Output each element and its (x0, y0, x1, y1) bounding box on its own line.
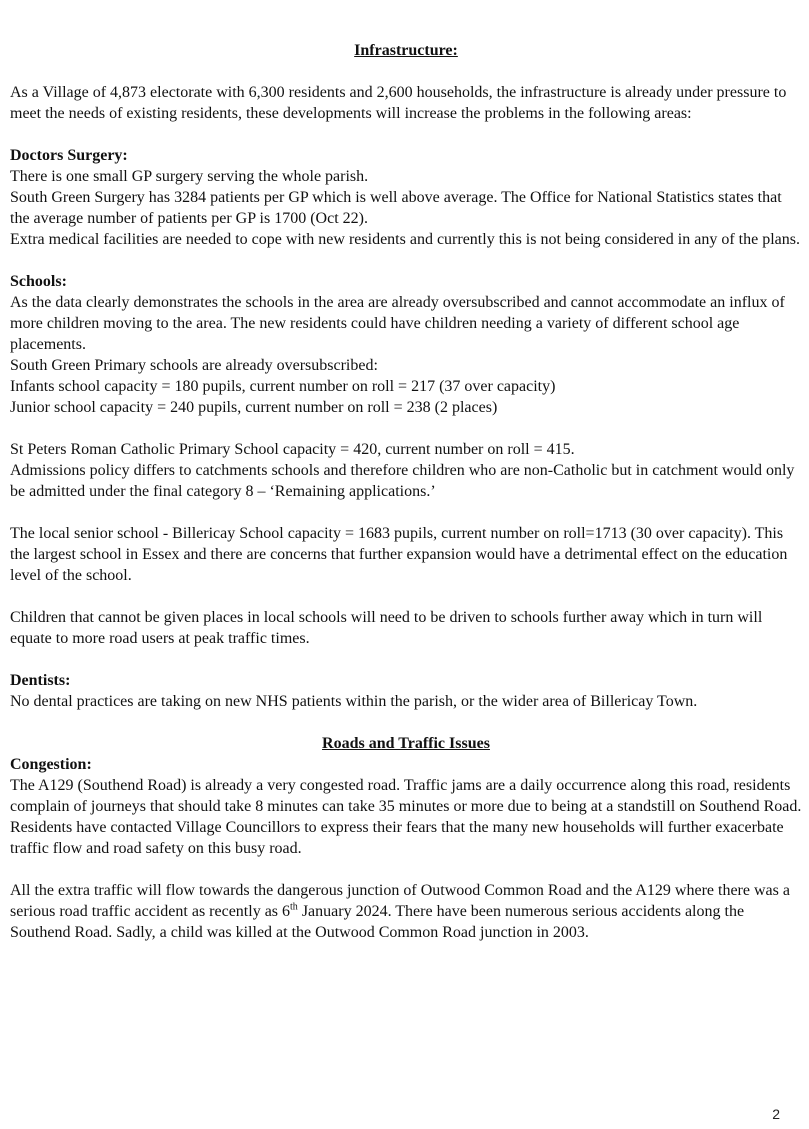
doctors-line-3: Extra medical facilities are needed to cope with new residents and currently this is not being considered in any of the plans. (10, 231, 800, 248)
infrastructure-title: Infrastructure: (354, 42, 458, 59)
doctors-heading: Doctors Surgery: (10, 147, 128, 164)
schools-para-1: As the data clearly demonstrates the schools in the area are already oversubscribed and cannot accommodate an influx of more children moving to the area. The new residents could have children needing a variety of different school age placements. (10, 294, 785, 353)
schools-senior: The local senior school - Billericay School capacity = 1683 pupils, current number on roll=1713 (30 over capacity). This the largest school in Essex and there are concerns that further expansion would have a detrimental effect on the education level of the school. (10, 525, 788, 584)
spacer (10, 418, 802, 439)
dentists-text: No dental practices are taking on new NHS patients within the parish, or the wider area of Billericay Town. (10, 693, 698, 710)
congestion-para-2-end: January 2024. There have been numerous serious accidents along the Southend Road. Sadly, a child was killed at the Outwood Common Road junction in 2003. (10, 903, 745, 941)
spacer (10, 502, 802, 523)
congestion-para-1: The A129 (Southend Road) is already a very congested road. Traffic jams are a daily occurrence along this road, residents complain of journeys that should take 8 minutes can take 35 minutes or more due to being at a standstill on Southend Road. Residents have contacted Village Councillors to express their fears that the many new households will further exacerbate traffic flow and road safety on this busy road. (10, 777, 802, 857)
roads-title: Roads and Traffic Issues (322, 735, 490, 752)
schools-admissions: Admissions policy differs to catchments schools and therefore children who are non-Catholic but in catchment would only be admitted under the final category 8 – ‘Remaining applications.’ (10, 462, 795, 500)
schools-heading: Schools: (10, 273, 67, 290)
spacer (10, 124, 802, 145)
spacer (10, 712, 802, 733)
schools-south-green: South Green Primary schools are already oversubscribed: (10, 357, 378, 374)
schools-infants: Infants school capacity = 180 pupils, current number on roll = 217 (37 over capacity) (10, 378, 556, 395)
schools-children: Children that cannot be given places in local schools will need to be driven to schools further away which in turn will equate to more road users at peak traffic times. (10, 609, 763, 647)
congestion-para-2-start: All the extra traffic will flow towards the dangerous junction of Outwood Common Road and the A129 where there was a serious road traffic accident as recently as 6 (10, 882, 790, 920)
doctors-line-2: South Green Surgery has 3284 patients per GP which is well above average. The Office for National Statistics states that the average number of patients per GP is 1700 (Oct 22). (10, 189, 782, 227)
doctors-line-1: There is one small GP surgery serving the whole parish. (10, 168, 369, 185)
infrastructure-intro: As a Village of 4,873 electorate with 6,300 residents and 2,600 households, the infrastructure is already under pressure to meet the needs of existing residents, these developments will increase the problems in the following areas: (10, 84, 787, 122)
spacer (10, 649, 802, 670)
ordinal-suffix: th (290, 901, 298, 913)
congestion-para-2 (10, 880, 802, 943)
spacer (10, 250, 802, 271)
spacer (10, 859, 802, 880)
spacer (10, 61, 802, 82)
spacer (10, 586, 802, 607)
schools-junior: Junior school capacity = 240 pupils, current number on roll = 238 (2 places) (10, 399, 498, 416)
congestion-heading: Congestion: (10, 756, 92, 773)
schools-st-peters: St Peters Roman Catholic Primary School capacity = 420, current number on roll = 415. (10, 441, 575, 458)
page-number: 2 (772, 1106, 780, 1122)
dentists-heading: Dentists: (10, 672, 71, 689)
document-page (10, 40, 802, 943)
